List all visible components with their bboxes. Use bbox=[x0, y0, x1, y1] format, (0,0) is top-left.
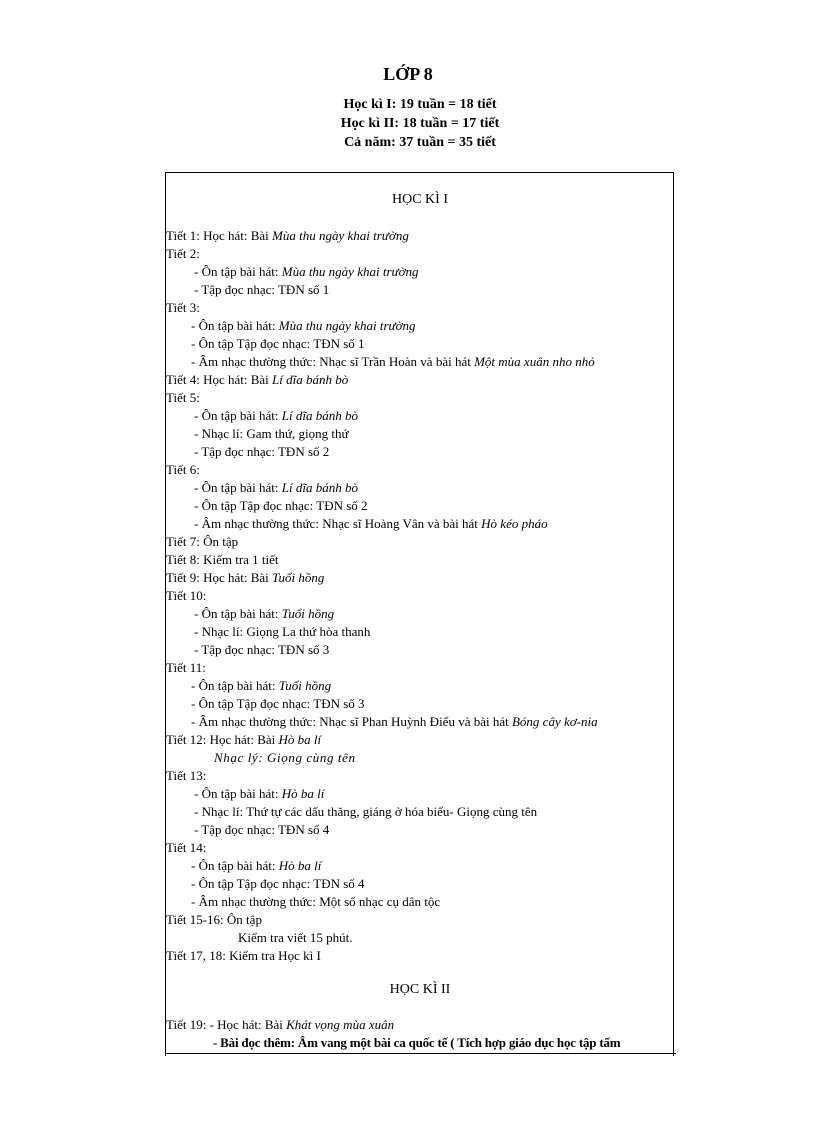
lesson-line: - Ôn tập Tập đọc nhạc: TĐN số 3 bbox=[191, 696, 365, 711]
lesson-line: Nhạc lý: Giọng cùng tên bbox=[214, 750, 356, 765]
lesson-line: Tiết 7: Ôn tập bbox=[166, 534, 239, 549]
lesson-line: Tiết 10: bbox=[166, 588, 207, 603]
lesson-line: Tiết 14: bbox=[166, 840, 207, 855]
lesson-line: Kiểm tra viết 15 phút. bbox=[238, 930, 353, 945]
semester-2-heading: HỌC KÌ II bbox=[389, 982, 451, 997]
lesson-line: - Ôn tập bài hát: Hò ba lí bbox=[191, 858, 322, 873]
page-title: LỚP 8 bbox=[383, 64, 433, 84]
lesson-line: Tiết 17, 18: Kiểm tra Học kì I bbox=[166, 948, 321, 963]
lesson-line: Tiết 15-16: Ôn tập bbox=[166, 912, 262, 927]
lesson-line: - Âm nhạc thường thức: Nhạc sĩ Hoàng Vân và bài hát Hò kéo pháo bbox=[194, 516, 548, 531]
lesson-line: - Tập đọc nhạc: TĐN số 1 bbox=[194, 282, 330, 297]
semester-2-summary: Học kì II: 18 tuần = 17 tiết bbox=[340, 116, 500, 131]
lesson-line: - Ôn tập Tập đọc nhạc: TĐN số 4 bbox=[191, 876, 365, 891]
lesson-line: - Ôn tập Tập đọc nhạc: TĐN số 2 bbox=[194, 498, 368, 513]
lesson-line: Tiết 2: bbox=[166, 246, 200, 261]
lesson-line: Tiết 6: bbox=[166, 462, 200, 477]
lesson-line: Tiết 5: bbox=[166, 390, 200, 405]
lesson-line: Tiết 11: bbox=[166, 660, 206, 675]
lesson-line: - Âm nhạc thường thức: Một số nhạc cụ dân tộc bbox=[191, 894, 441, 909]
lesson-line: Tiết 3: bbox=[166, 300, 200, 315]
lesson-line: Tiết 4: Học hát: Bài Lí dĩa bánh bò bbox=[166, 372, 349, 387]
lesson-line: - Ôn tập bài hát: Hò ba lí bbox=[194, 786, 325, 801]
lesson-line: - Ôn tập bài hát: Mùa thu ngày khai trường bbox=[194, 264, 419, 279]
lesson-line: - Ôn tập bài hát: Tuổi hồng bbox=[194, 606, 335, 621]
lesson-line: - Âm nhạc thường thức: Nhạc sĩ Phan Huỳnh Điểu và bài hát Bóng cây kơ-nia bbox=[191, 714, 598, 729]
lesson-line: Tiết 12: Học hát: Bài Hò ba lí bbox=[166, 732, 322, 747]
content-frame-bottom-rule bbox=[165, 1053, 676, 1056]
lesson-line: Tiết 13: bbox=[166, 768, 207, 783]
lesson-line: - Tập đọc nhạc: TĐN số 4 bbox=[194, 822, 330, 837]
lesson-line: - Âm nhạc thường thức: Nhạc sĩ Trần Hoàn và bài hát Một mùa xuân nho nhỏ bbox=[191, 354, 595, 369]
year-summary: Cả năm: 37 tuần = 35 tiết bbox=[344, 135, 496, 150]
lesson-line: - Bài đọc thêm: Âm vang một bài ca quốc tế ( Tích hợp giáo dục học tập tấm bbox=[213, 1035, 621, 1050]
lesson-line: - Ôn tập Tập đọc nhạc: TĐN số 1 bbox=[191, 336, 365, 351]
lesson-line: - Nhạc lí: Thứ tự các dấu thăng, giáng ở hóa biểu- Giọng cùng tên bbox=[194, 804, 538, 819]
lesson-line: - Tập đọc nhạc: TĐN số 3 bbox=[194, 642, 330, 657]
lesson-line: - Ôn tập bài hát: Mùa thu ngày khai trường bbox=[191, 318, 416, 333]
lesson-line: Tiết 19: - Học hát: Bài Khát vọng mùa xuân bbox=[166, 1017, 395, 1032]
semester-1-summary: Học kì I: 19 tuần = 18 tiết bbox=[343, 97, 497, 112]
lesson-line: - Ôn tập bài hát: Lí dĩa bánh bò bbox=[194, 480, 358, 495]
lesson-line: - Tập đọc nhạc: TĐN số 2 bbox=[194, 444, 330, 459]
lesson-line: Tiết 8: Kiểm tra 1 tiết bbox=[166, 552, 279, 567]
semester-1-heading: HỌC KÌ I bbox=[392, 192, 448, 207]
lesson-line: - Ôn tập bài hát: Lí dĩa bánh bò bbox=[194, 408, 358, 423]
lesson-line: - Ôn tập bài hát: Tuổi hồng bbox=[191, 678, 332, 693]
lesson-line: - Nhạc lí: Gam thứ, giọng thứ bbox=[194, 426, 349, 441]
lesson-line: Tiết 1: Học hát: Bài Mùa thu ngày khai trường bbox=[166, 228, 409, 243]
lesson-line: Tiết 9: Học hát: Bài Tuổi hồng bbox=[166, 570, 325, 585]
lesson-line: - Nhạc lí: Giọng La thứ hòa thanh bbox=[194, 624, 371, 639]
